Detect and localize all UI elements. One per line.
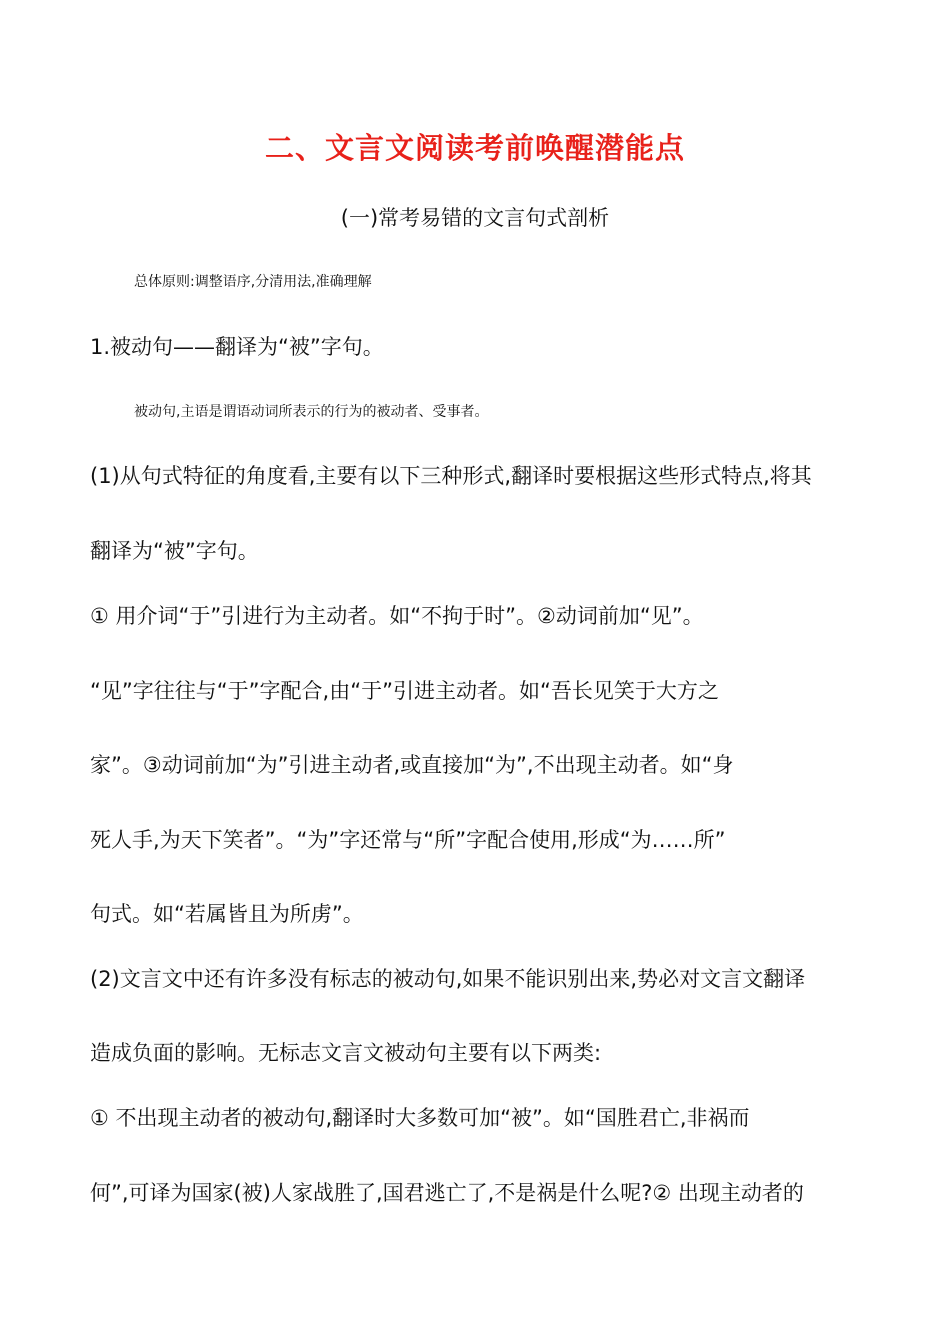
para-1-line-6: 死人手,为天下笑者”。“为”字还常与“所”字配合使用,形成“为……所” bbox=[90, 828, 726, 852]
para-2-line-1: (2)文言文中还有许多没有标志的被动句,如果不能识别出来,势必对文言文翻译 bbox=[90, 967, 806, 991]
para-1-line-5: 家”。③动词前加“为”引进主动者,或直接加“为”,不出现主动者。如“身 bbox=[90, 753, 734, 777]
general-principle: 总体原则:调整语序,分清用法,准确理解 bbox=[134, 274, 372, 290]
para-1-line-3: ① 用介词“于”引进行为主动者。如“不拘于时”。②动词前加“见”。 bbox=[90, 604, 704, 628]
item-1-heading: 1.被动句——翻译为“被”字句。 bbox=[90, 335, 384, 359]
page-title: 二、文言文阅读考前唤醒潜能点 bbox=[264, 131, 685, 165]
item-1-intro: 被动句,主语是谓语动词所表示的行为的被动者、受事者。 bbox=[134, 404, 489, 420]
para-2-line-4: 何”,可译为国家(被)人家战胜了,国君逃亡了,不是祸是什么呢?② 出现主动者的 bbox=[90, 1181, 804, 1205]
para-1-line-4: “见”字往往与“于”字配合,由“于”引进主动者。如“吾长见笑于大方之 bbox=[90, 679, 719, 703]
para-1-line-2: 翻译为“被”字句。 bbox=[90, 539, 259, 563]
para-1-line-7: 句式。如“若属皆且为所虏”。 bbox=[90, 902, 364, 926]
para-2-line-3: ① 不出现主动者的被动句,翻译时大多数可加“被”。如“国胜君亡,非祸而 bbox=[90, 1106, 750, 1130]
para-2-line-2: 造成负面的影响。无标志文言文被动句主要有以下两类: bbox=[90, 1041, 602, 1065]
para-1-line-1: (1)从句式特征的角度看,主要有以下三种形式,翻译时要根据这些形式特点,将其 bbox=[90, 464, 812, 488]
section-subtitle: (一)常考易错的文言句式剖析 bbox=[340, 206, 610, 230]
